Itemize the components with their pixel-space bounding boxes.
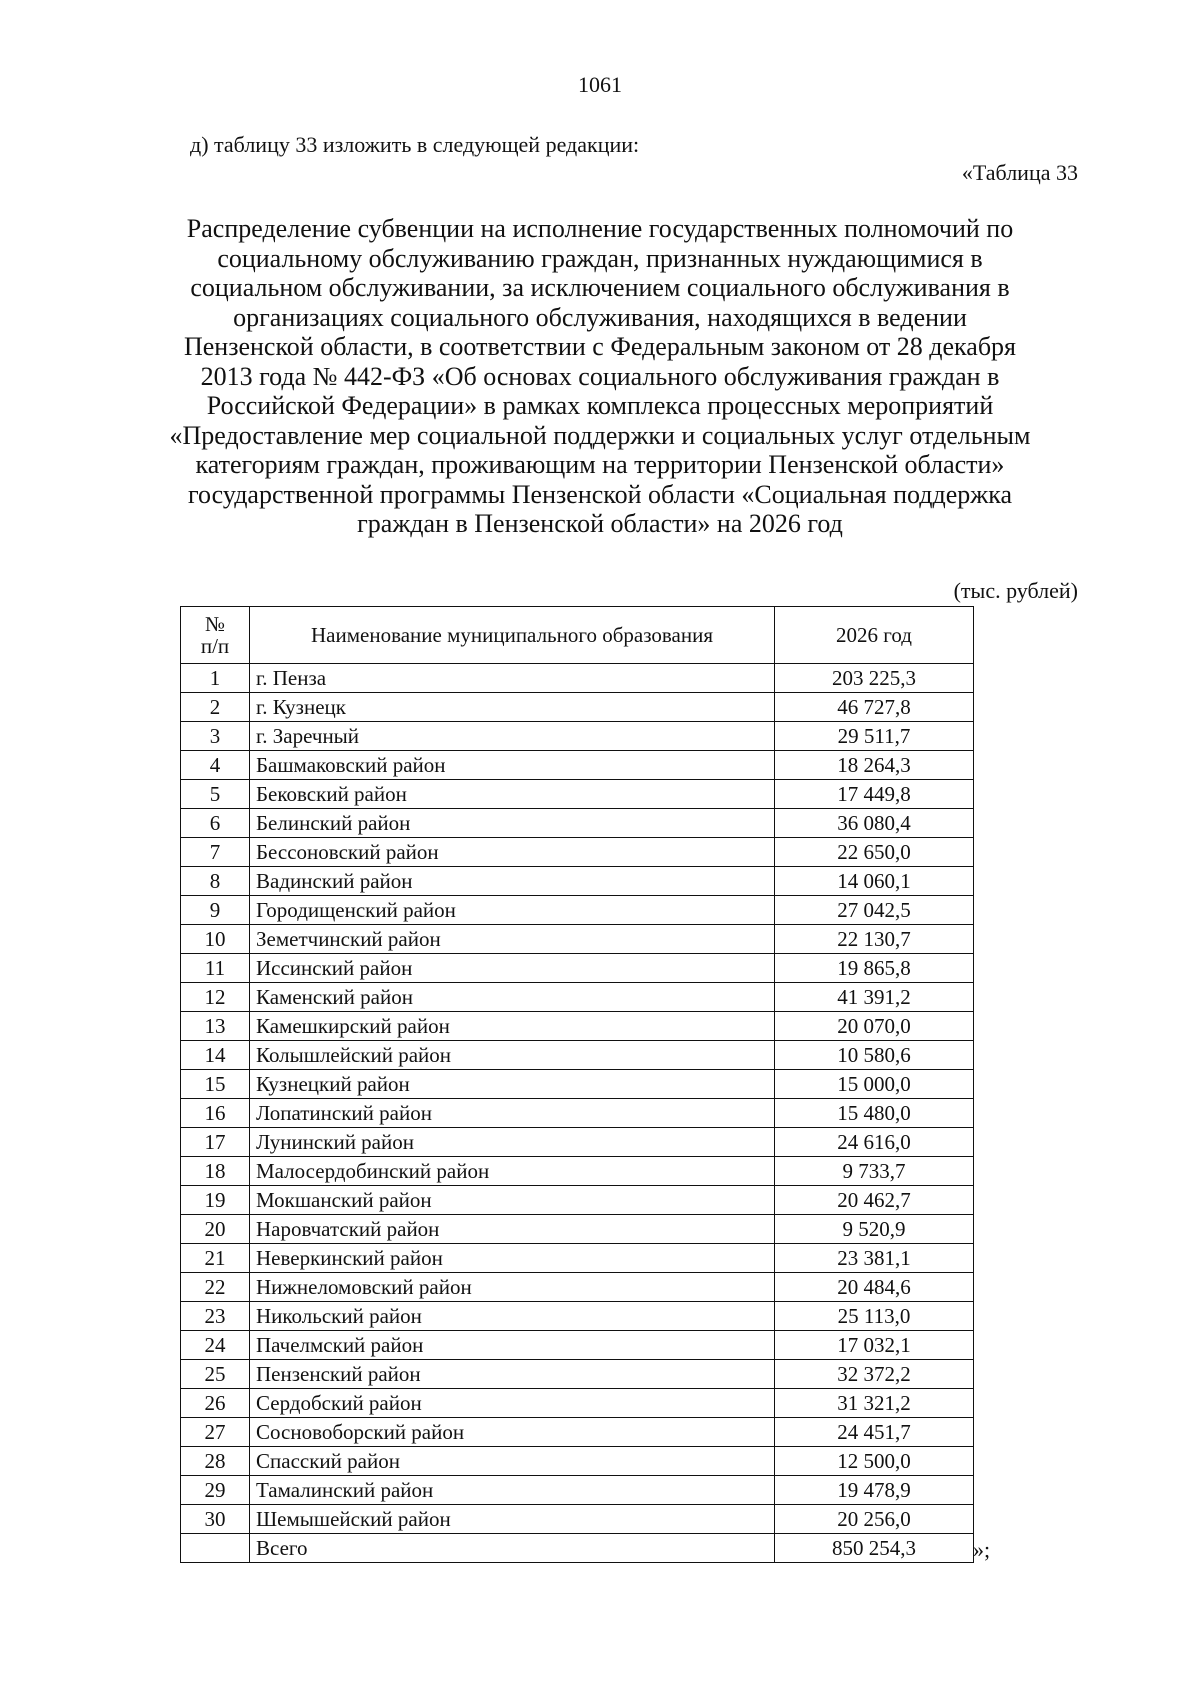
table-row [181, 1302, 974, 1331]
cell-num: 13 [181, 1012, 250, 1041]
intro-text: д) таблицу 33 изложить в следующей редакции: [190, 132, 640, 157]
cell-name: Пензенский район [250, 1360, 775, 1389]
table-row [181, 1157, 974, 1186]
cell-name: Городищенский район [250, 896, 775, 925]
cell-value: 203 225,3 [775, 664, 974, 693]
cell-name: Бессоновский район [250, 838, 775, 867]
cell-value: 24 616,0 [775, 1128, 974, 1157]
cell-name: г. Заречный [250, 722, 775, 751]
title-line: государственной программы Пензенской области «Социальная поддержка [187, 479, 1012, 509]
cell-value: 20 462,7 [775, 1186, 974, 1215]
cell-value: 19 478,9 [775, 1476, 974, 1505]
table-row [181, 809, 974, 838]
cell-name: Пачелмский район [250, 1331, 775, 1360]
title-line: Пензенской области, в соответствии с Федеральным законом от 28 декабря [183, 332, 1017, 361]
title-line: категориям граждан, проживающим на территории Пензенской области» [195, 450, 1005, 479]
table-row [181, 1012, 974, 1041]
cell-value: 23 381,1 [775, 1244, 974, 1273]
header-num-label: п/п [200, 634, 230, 658]
cell-num: 22 [181, 1273, 250, 1302]
cell-name: Иссинский район [250, 954, 775, 983]
cell-name: Башмаковский район [250, 751, 775, 780]
subvention-table [180, 606, 974, 1563]
cell-value: 22 650,0 [775, 838, 974, 867]
table-row [181, 1447, 974, 1476]
cell-name: Нижнеломовский район [250, 1273, 775, 1302]
table-row [181, 867, 974, 896]
cell-name: Наровчатский район [250, 1215, 775, 1244]
cell-value: 9 520,9 [775, 1215, 974, 1244]
units-label: (тыс. рублей) [953, 578, 1078, 603]
table-row [181, 1041, 974, 1070]
table-row [181, 693, 974, 722]
cell-name: Вадинский район [250, 867, 775, 896]
header-name: Наименование муниципального образования [250, 607, 775, 664]
cell-name: Малосердобинский район [250, 1157, 775, 1186]
table-row [181, 983, 974, 1012]
cell-num: 16 [181, 1099, 250, 1128]
cell-name: Шемышейский район [250, 1505, 775, 1534]
table-row [181, 838, 974, 867]
cell-value: 15 480,0 [775, 1099, 974, 1128]
table-row [181, 1128, 974, 1157]
table-row [181, 1476, 974, 1505]
cell-value: 20 256,0 [775, 1505, 974, 1534]
cell-value: 29 511,7 [775, 722, 974, 751]
cell-num: 11 [181, 954, 250, 983]
cell-value: 15 000,0 [775, 1070, 974, 1099]
cell-num: 14 [181, 1041, 250, 1070]
cell-value: 18 264,3 [775, 751, 974, 780]
cell-num: 4 [181, 751, 250, 780]
cell-name: Колышлейский район [250, 1041, 775, 1070]
table-row [181, 664, 974, 693]
table-row [181, 954, 974, 983]
page-number: 1061 [578, 72, 622, 97]
cell-value: 12 500,0 [775, 1447, 974, 1476]
table-row [181, 1505, 974, 1534]
cell-value: 20 070,0 [775, 1012, 974, 1041]
header-num-symbol: № [204, 612, 226, 636]
cell-num: 6 [181, 809, 250, 838]
cell-num: 17 [181, 1128, 250, 1157]
cell-num: 30 [181, 1505, 250, 1534]
table-row [181, 1070, 974, 1099]
table-row [181, 1244, 974, 1273]
cell-name: Никольский район [250, 1302, 775, 1331]
cell-name: Лунинский район [250, 1128, 775, 1157]
cell-num: 15 [181, 1070, 250, 1099]
cell-num: 21 [181, 1244, 250, 1273]
table-row [181, 1360, 974, 1389]
table-header-row [181, 607, 974, 664]
title-line: Российской Федерации» в рамках комплекса процессных мероприятий [206, 391, 994, 420]
cell-num: 24 [181, 1331, 250, 1360]
cell-num: 9 [181, 896, 250, 925]
cell-value: 14 060,1 [775, 867, 974, 896]
cell-num: 28 [181, 1447, 250, 1476]
table-row [181, 1186, 974, 1215]
header-num [181, 607, 250, 664]
cell-num: 29 [181, 1476, 250, 1505]
cell-value: 17 449,8 [775, 780, 974, 809]
cell-name: Сосновоборский район [250, 1418, 775, 1447]
title-line: Распределение субвенции на исполнение государственных полномочий по [186, 214, 1014, 243]
cell-value: 46 727,8 [775, 693, 974, 722]
cell-num [181, 1534, 250, 1563]
cell-num: 2 [181, 693, 250, 722]
cell-num: 3 [181, 722, 250, 751]
cell-value: 17 032,1 [775, 1331, 974, 1360]
table-row [181, 1099, 974, 1128]
title-line: «Предоставление мер социальной поддержки и социальных услуг отдельным [169, 420, 1031, 450]
cell-value: 36 080,4 [775, 809, 974, 838]
cell-num: 5 [181, 780, 250, 809]
table-row [181, 1273, 974, 1302]
cell-value: 22 130,7 [775, 925, 974, 954]
title-line: 2013 года № 442-ФЗ «Об основах социального обслуживания граждан в [200, 361, 1000, 391]
table-row [181, 722, 974, 751]
table-row [181, 925, 974, 954]
cell-num: 1 [181, 664, 250, 693]
cell-value: 24 451,7 [775, 1418, 974, 1447]
cell-num: 26 [181, 1389, 250, 1418]
title-line: граждан в Пензенской области» на 2026 год [357, 509, 843, 538]
cell-value: 850 254,3 [775, 1534, 974, 1563]
title-line: социальному обслуживанию граждан, признанных нуждающимися в [217, 243, 983, 273]
cell-value: 32 372,2 [775, 1360, 974, 1389]
cell-num: 18 [181, 1157, 250, 1186]
header-year: 2026 год [775, 607, 974, 664]
cell-num: 19 [181, 1186, 250, 1215]
cell-num: 7 [181, 838, 250, 867]
closing-quote: »; [973, 1537, 991, 1562]
document-title [130, 214, 1070, 539]
cell-name: Белинский район [250, 809, 775, 838]
cell-name: Мокшанский район [250, 1186, 775, 1215]
cell-name: Камешкирский район [250, 1012, 775, 1041]
cell-value: 20 484,6 [775, 1273, 974, 1302]
cell-value: 25 113,0 [775, 1302, 974, 1331]
cell-num: 20 [181, 1215, 250, 1244]
table-row [181, 1331, 974, 1360]
cell-name: Спасский район [250, 1447, 775, 1476]
cell-name: Лопатинский район [250, 1099, 775, 1128]
cell-name: Земетчинский район [250, 925, 775, 954]
table-caption: «Таблица 33 [961, 160, 1078, 185]
table-row [181, 751, 974, 780]
cell-num: 8 [181, 867, 250, 896]
cell-value: 31 321,2 [775, 1389, 974, 1418]
cell-num: 10 [181, 925, 250, 954]
cell-name: г. Пенза [250, 664, 775, 693]
cell-name: Кузнецкий район [250, 1070, 775, 1099]
table-row [181, 896, 974, 925]
title-line: социальном обслуживании, за исключением социального обслуживания в [190, 273, 1010, 302]
cell-value: 27 042,5 [775, 896, 974, 925]
cell-name: Тамалинский район [250, 1476, 775, 1505]
cell-value: 10 580,6 [775, 1041, 974, 1070]
title-line: организациях социального обслуживания, находящихся в ведении [233, 302, 967, 332]
table-row [181, 1215, 974, 1244]
cell-name: г. Кузнецк [250, 693, 775, 722]
table-row [181, 1418, 974, 1447]
cell-value: 41 391,2 [775, 983, 974, 1012]
cell-name: Всего [250, 1534, 775, 1563]
table-total-row [181, 1534, 974, 1563]
cell-num: 27 [181, 1418, 250, 1447]
table-row [181, 780, 974, 809]
cell-name: Сердобский район [250, 1389, 775, 1418]
cell-name: Каменский район [250, 983, 775, 1012]
cell-num: 23 [181, 1302, 250, 1331]
cell-value: 19 865,8 [775, 954, 974, 983]
cell-num: 25 [181, 1360, 250, 1389]
cell-name: Неверкинский район [250, 1244, 775, 1273]
cell-value: 9 733,7 [775, 1157, 974, 1186]
cell-name: Бековский район [250, 780, 775, 809]
table-row [181, 1389, 974, 1418]
cell-num: 12 [181, 983, 250, 1012]
